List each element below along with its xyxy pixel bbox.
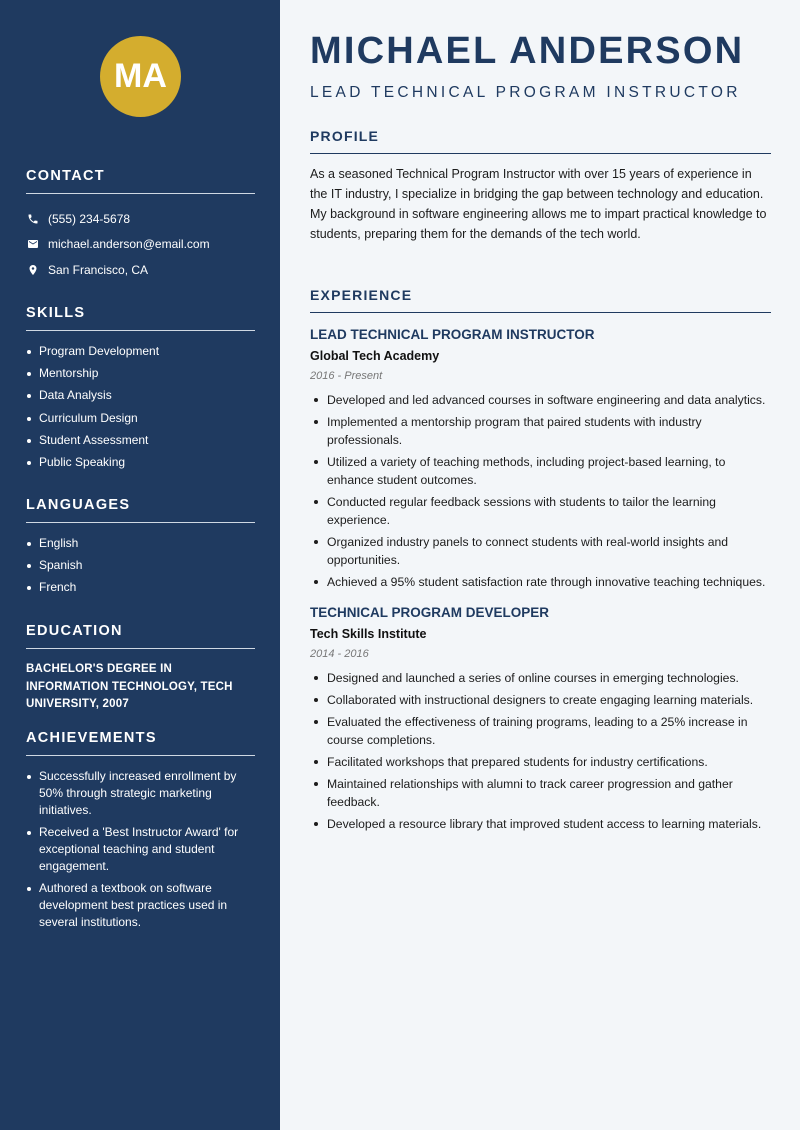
profile-heading: PROFILE	[310, 128, 771, 154]
candidate-title: LEAD TECHNICAL PROGRAM INSTRUCTOR	[310, 84, 741, 101]
job-bullets	[310, 669, 771, 833]
job-dates: 2016 - Present	[310, 370, 383, 382]
language-item: French	[26, 579, 255, 596]
job-entry	[310, 605, 771, 833]
achievements-list	[26, 768, 255, 931]
job-dates: 2014 - 2016	[310, 648, 369, 660]
achievement-item: Authored a textbook on software development best practices used in several institutions.	[26, 880, 255, 931]
language-item: Spanish	[26, 557, 255, 574]
job-bullet: Collaborated with instructional designers to create engaging learning materials.	[310, 691, 771, 709]
sidebar	[0, 0, 280, 1130]
skill-item: Student Assessment	[26, 432, 255, 449]
job-company: Tech Skills Institute	[310, 627, 427, 641]
language-item: English	[26, 535, 255, 552]
job-bullet: Facilitated workshops that prepared students for industry certifications.	[310, 753, 771, 771]
job-company: Global Tech Academy	[310, 349, 440, 363]
profile-section	[310, 128, 771, 244]
job-bullet: Developed and led advanced courses in software engineering and data analytics.	[310, 391, 771, 409]
languages-heading: LANGUAGES	[26, 497, 255, 523]
job-entry	[310, 327, 771, 591]
job-title: TECHNICAL PROGRAM DEVELOPER	[310, 605, 550, 620]
skills-list	[26, 343, 255, 471]
contact-heading: CONTACT	[26, 168, 255, 194]
job-bullet: Designed and launched a series of online courses in emerging technologies.	[310, 669, 771, 687]
education-degree: BACHELOR'S DEGREE IN INFORMATION TECHNOLOGY, TECH UNIVERSITY, 2007	[26, 663, 233, 710]
job-bullet: Achieved a 95% student satisfaction rate through innovative teaching techniques.	[310, 573, 771, 591]
avatar: MA	[100, 36, 181, 117]
skill-item: Curriculum Design	[26, 410, 255, 427]
job-bullet: Utilized a variety of teaching methods, including project-based learning, to enhance student outcomes.	[310, 453, 771, 489]
phone-text: (555) 234-5678	[48, 211, 131, 226]
profile-text: As a seasoned Technical Program Instructor with over 15 years of experience in the IT industry, I specialize in bridging the gap between technology and education. My background in software engineering allows me to impart practical knowledge to students, preparing them for the demands of the tech world.	[310, 167, 767, 241]
skill-item: Public Speaking	[26, 454, 255, 471]
skills-heading: SKILLS	[26, 305, 255, 331]
achievements-heading: ACHIEVEMENTS	[26, 730, 255, 756]
experience-section	[310, 287, 771, 837]
job-bullet: Maintained relationships with alumni to track career progression and gather feedback.	[310, 775, 771, 811]
contact-section	[26, 168, 255, 283]
achievement-item: Received a 'Best Instructor Award' for exceptional teaching and student engagement.	[26, 824, 255, 875]
skills-section	[26, 305, 255, 476]
skill-item: Data Analysis	[26, 387, 255, 404]
contact-email	[26, 232, 255, 258]
education-section	[26, 623, 255, 714]
contact-location	[26, 257, 255, 283]
job-bullet: Organized industry panels to connect students with real-world insights and opportunities.	[310, 533, 771, 569]
job-bullet: Conducted regular feedback sessions with students to tailor the learning experience.	[310, 493, 771, 529]
education-heading: EDUCATION	[26, 623, 255, 649]
skill-item: Program Development	[26, 343, 255, 360]
skill-item: Mentorship	[26, 365, 255, 382]
job-bullets	[310, 391, 771, 591]
achievement-item: Successfully increased enrollment by 50% through strategic marketing initiatives.	[26, 768, 255, 819]
achievements-section	[26, 730, 255, 936]
mail-icon	[26, 237, 40, 251]
email-text: michael.anderson@email.com	[48, 237, 210, 252]
location-pin-icon	[26, 263, 40, 277]
job-title: LEAD TECHNICAL PROGRAM INSTRUCTOR	[310, 327, 595, 342]
experience-heading: EXPERIENCE	[310, 287, 771, 313]
job-bullet: Evaluated the effectiveness of training programs, leading to a 25% increase in course completions.	[310, 713, 771, 749]
languages-section	[26, 497, 255, 602]
contact-phone	[26, 206, 255, 232]
languages-list	[26, 535, 255, 596]
job-bullet: Developed a resource library that improved student access to learning materials.	[310, 815, 771, 833]
phone-icon	[26, 212, 40, 226]
candidate-name: MICHAEL ANDERSON	[310, 30, 745, 72]
job-bullet: Implemented a mentorship program that paired students with industry professionals.	[310, 413, 771, 449]
location-text: San Francisco, CA	[48, 262, 149, 277]
